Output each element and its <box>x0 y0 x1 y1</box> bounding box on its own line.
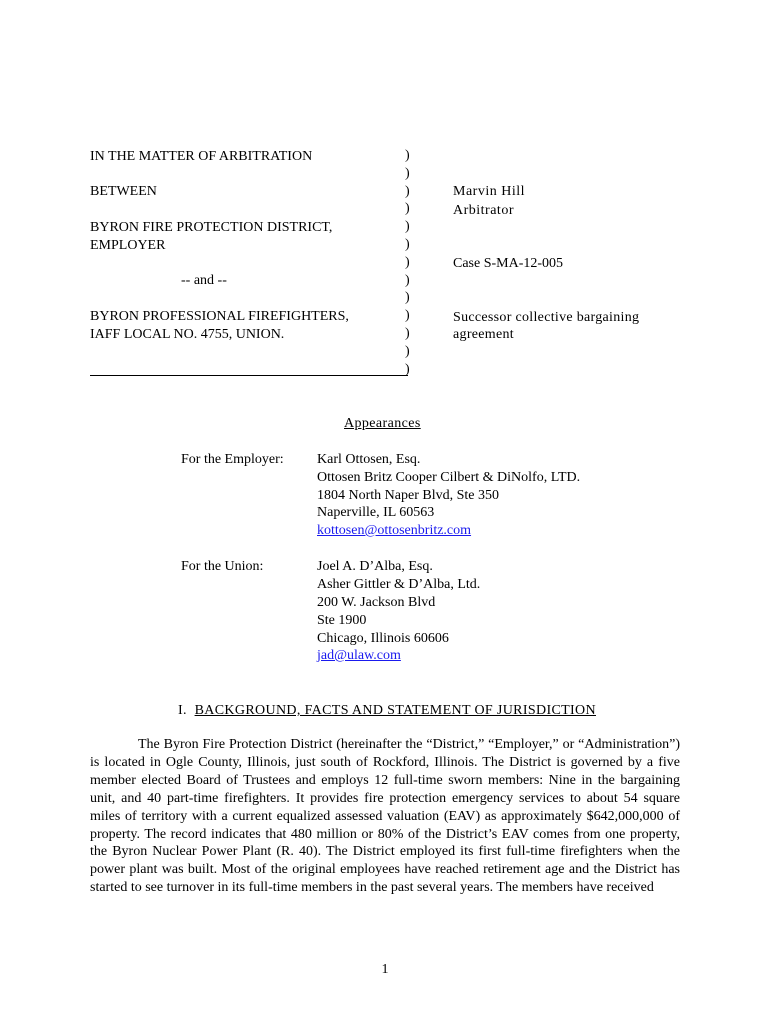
appearances-heading: Appearances <box>344 416 421 431</box>
caption-and: -- and -- <box>181 273 227 288</box>
union-counsel-line: Chicago, Illinois 60606 <box>317 631 449 646</box>
paren: ) <box>405 148 410 163</box>
paren: ) <box>405 361 410 377</box>
section-number: I. <box>178 703 187 718</box>
paren: ) <box>405 290 410 306</box>
paren: ) <box>405 201 410 217</box>
paren: ) <box>405 272 410 288</box>
employer-counsel-email[interactable] <box>317 523 471 539</box>
caption-employer-role: EMPLOYER <box>90 238 166 253</box>
paren: ) <box>405 165 410 181</box>
paren: ) <box>405 343 410 359</box>
background-paragraph: The Byron Fire Protection District (hereinafter the “District,” “Employer,” or “Administration”) is located in Ogle County, Illinois, just south of Rockford, Illinois. The District is governed by a five member elected Board of Trustees and employs 12 full-time sworn members: Nine in the bargaining unit, and 40 part-time firefighters. It provides fire protection emergency services to about 54 square miles of territory with a current equalized assessed valuation (EAV) as approximately $642,000,000 of property. The record indicates that 480 million or 80% of the District’s EAV comes from one property, the Byron Nuclear Power Plant (R. 40). The District employed its first full-time firefighters when the power plant was built. Most of the original employees have reached retirement age and the District has started to see turnover in its full-time members in the past several years. The members have received <box>90 737 680 896</box>
paren: ) <box>405 254 410 270</box>
case-subject-line2: agreement <box>453 327 514 342</box>
arbitrator-name: Marvin Hill <box>453 184 525 199</box>
page-number: 1 <box>381 962 389 977</box>
case-subject-line1: Successor collective bargaining <box>453 310 640 325</box>
case-number: Case S-MA-12-005 <box>453 256 564 271</box>
caption-rule <box>90 375 408 376</box>
paren: ) <box>405 236 410 252</box>
union-counsel-line: Asher Gittler & D’Alba, Ltd. <box>317 577 481 592</box>
paren: ) <box>405 183 410 199</box>
paren: ) <box>405 308 410 324</box>
section-title: BACKGROUND, FACTS AND STATEMENT OF JURISDICTION <box>194 703 596 718</box>
union-counsel-line: Joel A. D’Alba, Esq. <box>317 559 433 574</box>
caption-union-name: BYRON PROFESSIONAL FIREFIGHTERS, <box>90 309 349 324</box>
union-email-link[interactable]: jad@ulaw.com <box>317 648 401 663</box>
caption-matter: IN THE MATTER OF ARBITRATION <box>90 149 313 164</box>
arbitrator-title: Arbitrator <box>453 203 514 218</box>
paren: ) <box>405 219 410 235</box>
caption-union-local: IAFF LOCAL NO. 4755, UNION. <box>90 327 285 342</box>
employer-counsel-line: Naperville, IL 60563 <box>317 505 435 520</box>
section-heading <box>178 703 596 719</box>
union-counsel-label: For the Union: <box>181 559 264 574</box>
union-counsel-line: 200 W. Jackson Blvd <box>317 595 436 610</box>
employer-counsel-label: For the Employer: <box>181 452 284 467</box>
employer-counsel-line: Ottosen Britz Cooper Cilbert & DiNolfo, LTD. <box>317 470 581 485</box>
union-counsel-line: Ste 1900 <box>317 613 367 628</box>
employer-counsel-line: 1804 North Naper Blvd, Ste 350 <box>317 488 499 503</box>
caption-employer-name: BYRON FIRE PROTECTION DISTRICT, <box>90 220 333 235</box>
union-counsel-email[interactable] <box>317 648 401 664</box>
employer-counsel-line: Karl Ottosen, Esq. <box>317 452 421 467</box>
paren: ) <box>405 325 410 341</box>
employer-email-link[interactable]: kottosen@ottosenbritz.com <box>317 523 472 538</box>
caption-paren-column <box>405 147 417 378</box>
caption-between: BETWEEN <box>90 184 157 199</box>
